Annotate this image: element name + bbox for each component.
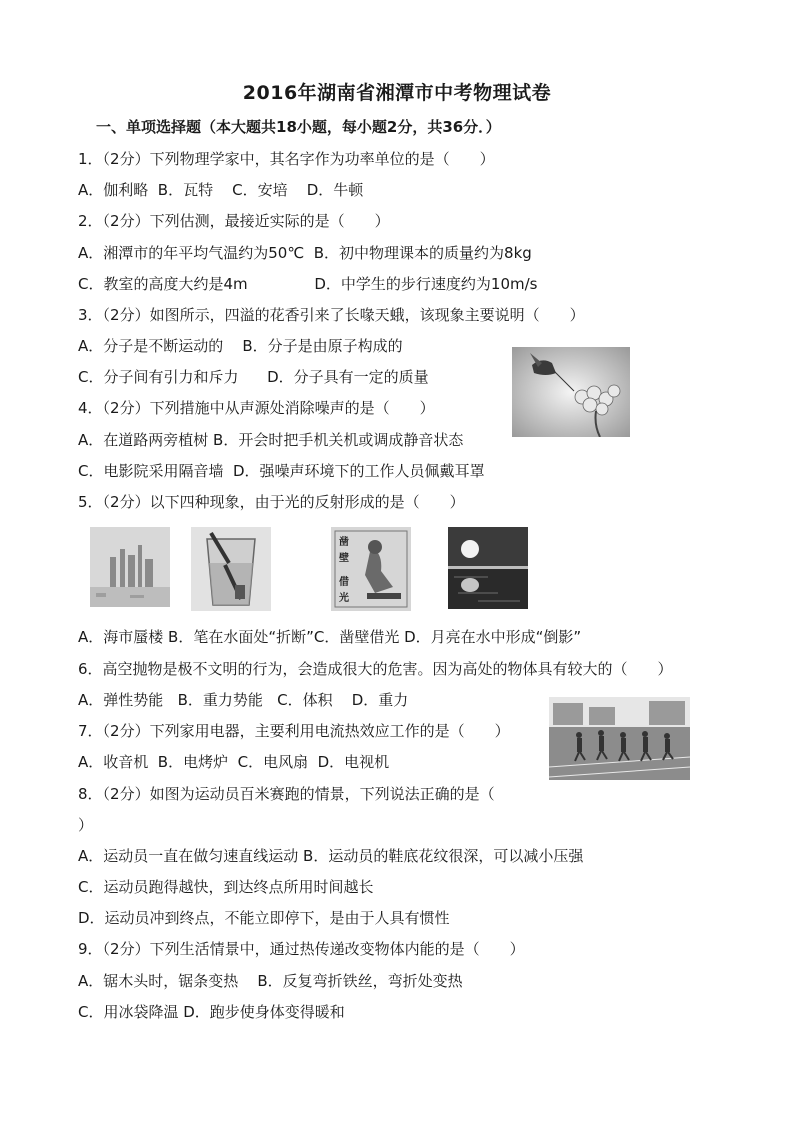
question-line: 7．（2分）下列家用电器，主要利用电流热效应工作的是（ ） — [78, 722, 510, 740]
question-line: 3．（2分）如图所示，四溢的花香引来了长喙天蛾，该现象主要说明（ ） — [78, 306, 585, 324]
wall-light-char: 壁 — [339, 553, 349, 564]
question-line: 4．（2分）下列措施中从声源处消除噪声的是（ ） — [78, 399, 435, 417]
question-line: 8．（2分）如图为运动员百米赛跑的情景，下列说法正确的是（ — [78, 785, 495, 803]
page-title: 2016年湖南省湘潭市中考物理试卷 — [242, 82, 552, 104]
question-line: A．在道路两旁植树 B．开会时把手机关机或调成静音状态 — [78, 431, 464, 449]
wall-light-char: 光 — [339, 593, 349, 604]
question-line: ） — [78, 816, 94, 834]
question-line: A．分子是不断运动的 B．分子是由原子构成的 — [78, 337, 403, 355]
question-line: 9．（2分）下列生活情景中，通过热传递改变物体内能的是（ ） — [78, 940, 525, 958]
section-heading: 一、单项选择题（本大题共18小题，每小题2分，共36分．） — [96, 118, 501, 136]
wall-light-char: 凿 — [339, 537, 349, 548]
question-line: 1．（2分）下列物理学家中，其名字作为功率单位的是（ ） — [78, 150, 495, 168]
question-line: 5．（2分）以下四种现象，由于光的反射形成的是（ ） — [78, 493, 465, 511]
question-line: A．弹性势能 B．重力势能 C．体积 D．重力 — [78, 691, 409, 709]
wall-light-image — [331, 527, 411, 611]
moon-reflection-image — [448, 527, 528, 609]
sprinters-image — [549, 697, 690, 780]
question-line: A．湘潭市的年平均气温约为50℃ B．初中物理课本的质量约为8kg — [78, 244, 532, 262]
pencil-in-water-image — [191, 527, 271, 611]
question-line: A．运动员一直在做匀速直线运动 B．运动员的鞋底花纹很深，可以减小压强 — [78, 847, 584, 865]
question-line: C．教室的高度大约是4m D．中学生的步行速度约为10m/s — [78, 275, 538, 293]
question-line: 2．（2分）下列估测，最接近实际的是（ ） — [78, 212, 390, 230]
moth-flower-image — [512, 347, 630, 437]
question-line: C．电影院采用隔音墙 D．强噪声环境下的工作人员佩戴耳罩 — [78, 462, 485, 480]
question-line: C．运动员跑得越快，到达终点所用时间越长 — [78, 878, 374, 896]
question-line: A．收音机 B．电烤炉 C．电风扇 D．电视机 — [78, 753, 390, 771]
question-line: C．用冰袋降温 D．跑步使身体变得暖和 — [78, 1003, 345, 1021]
wall-light-char: 借 — [339, 577, 349, 588]
question-line: D．运动员冲到终点，不能立即停下，是由于人具有惯性 — [78, 909, 450, 927]
question-line: A．锯木头时，锯条变热 B．反复弯折铁丝，弯折处变热 — [78, 972, 463, 990]
question-line: A．伽利略 B．瓦特 C．安培 D．牛顿 — [78, 181, 364, 199]
question-line: C．分子间有引力和斥力 D．分子具有一定的质量 — [78, 368, 429, 386]
question-line: A．海市蜃楼 B．笔在水面处“折断”C．凿壁借光 D．月亮在水中形成“倒影” — [78, 628, 582, 646]
mirage-image — [90, 527, 170, 607]
question-line: 6．高空抛物是极不文明的行为，会造成很大的危害。因为高处的物体具有较大的（ ） — [78, 660, 673, 678]
